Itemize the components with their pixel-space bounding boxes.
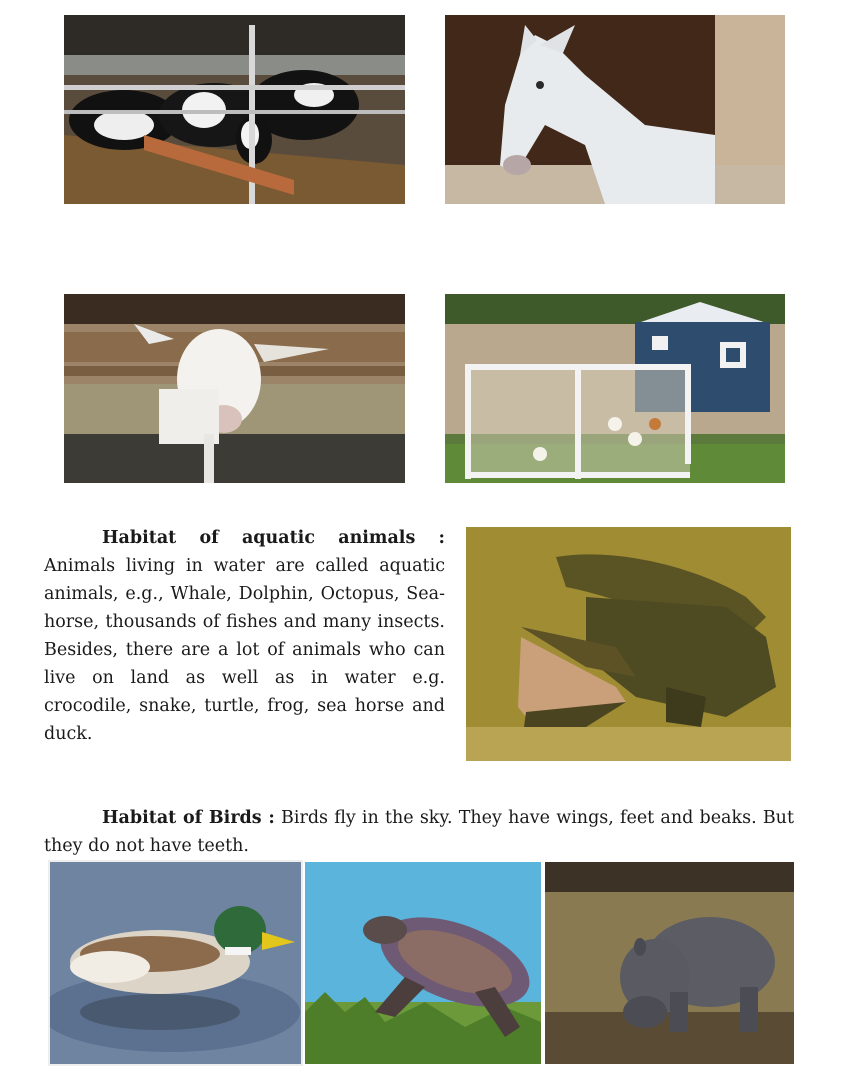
- crocodile-icon: [466, 527, 791, 761]
- sea-turtle-icon: [305, 862, 541, 1064]
- coop-photo: [445, 294, 785, 483]
- turtle-photo: [305, 862, 541, 1064]
- hippopotamus-icon: [545, 862, 794, 1064]
- aquatic-habitat-paragraph: [44, 524, 445, 748]
- birds-habitat-paragraph: [44, 804, 794, 860]
- crocodile-photo: [466, 527, 791, 761]
- cows-in-barn-icon: [64, 15, 405, 204]
- aquatic-body: Animals living in water are called aquatic animals, e.g., Whale, Dolphin, Octopus, Sea-horse, thousands of fishes and many insects. Besides, there are a lot of animals who can live on land as well as in water e.g. crocodile, snake, turtle, frog, sea horse and duck.: [44, 556, 445, 744]
- horse-in-stable-icon: [445, 15, 785, 204]
- goat-photo: [64, 294, 405, 483]
- aquatic-heading: Habitat of aquatic animals :: [102, 528, 445, 548]
- birds-body: Birds fly in the sky. They have wings, feet and beaks. But they do not have teeth.: [44, 808, 794, 856]
- cows-photo: [64, 15, 405, 204]
- hippo-photo: [545, 862, 794, 1064]
- duck-icon: [50, 862, 301, 1064]
- horse-photo: [445, 15, 785, 204]
- birds-heading: Habitat of Birds :: [102, 808, 275, 828]
- duck-photo: [50, 862, 301, 1064]
- goat-in-pen-icon: [64, 294, 405, 483]
- chicken-coop-icon: [445, 294, 785, 483]
